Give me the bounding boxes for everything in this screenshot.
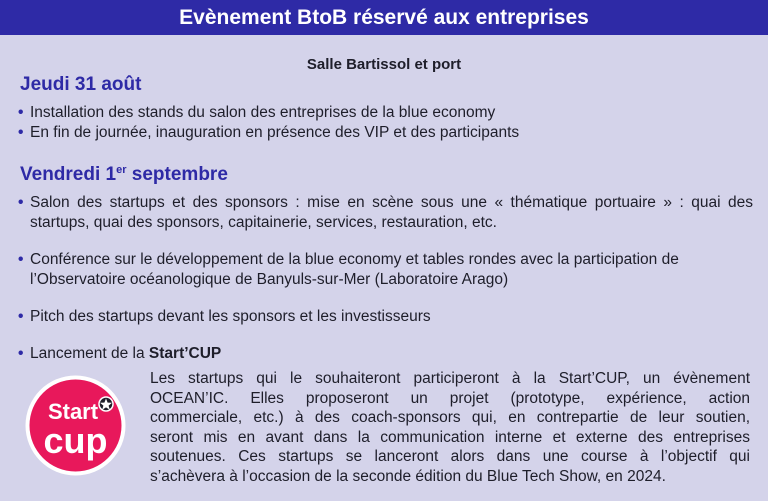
logo-text-cup: cup — [43, 420, 108, 461]
description-line: soutenues. Ces startups se lanceront alors dans une course à l’objectif qui — [150, 448, 750, 466]
startcup-logo-icon — [24, 374, 127, 477]
startcup-description — [150, 369, 750, 487]
bullet-icon: • — [18, 308, 24, 325]
banner-title: Evènement BtoB réservé aux entreprises — [179, 5, 589, 29]
day2-list — [18, 250, 753, 290]
list-item: • En fin de journée, inauguration en présence des VIP et des participants — [18, 124, 520, 141]
day2-list — [18, 344, 753, 364]
bullet-icon: • — [18, 194, 24, 211]
description-line: OCEAN’IC. Elles proposeront un projet (prototype, expérience, action — [150, 389, 750, 407]
venue-label: Salle Bartissol et port — [306, 56, 462, 73]
day2-list — [18, 307, 753, 327]
description-line: s’achèvera à l’occasion de la seconde édition du Blue Tech Show, en 2024. — [150, 467, 666, 485]
day2-heading: Vendredi 1er septembre — [20, 164, 228, 185]
day2-list — [18, 193, 753, 233]
bullet-icon: • — [18, 345, 24, 362]
description-line: commerciale, etc.) à des coach-sponsors qui, en contrepartie de leur soutien, — [150, 409, 750, 427]
list-item: • Installation des stands du salon des entreprises de la blue economy — [18, 104, 496, 121]
list-item: • Pitch des startups devant les sponsors et les investisseurs — [18, 308, 431, 325]
banner — [0, 0, 768, 35]
list-item: • Lancement de la Start’CUP — [18, 345, 222, 362]
description-line: Les startups qui le souhaiteront participeront à la Start’CUP, un évènement — [150, 370, 750, 387]
description-line: seront mis en avant dans la communication interne et externe des entreprises — [150, 428, 750, 446]
startcup-logo — [24, 374, 127, 477]
day1-list — [18, 103, 753, 143]
logo-text-start: Start — [47, 399, 99, 424]
bullet-icon: • — [18, 251, 24, 268]
bullet-icon: • — [18, 124, 24, 141]
day1-heading: Jeudi 31 août — [20, 74, 142, 95]
list-item: • Salon des startups et des sponsors : mise en scène sous une « thématique portuaire » : quai des startups, quai des sponsors, capitainerie, services, restauration, etc. — [18, 194, 753, 231]
list-item: • Conférence sur le développement de la blue economy et tables rondes avec la participation de l’Observatoire océanologique de Banyuls-sur-Mer (Laboratoire Arago) — [18, 251, 679, 288]
bullet-icon: • — [18, 104, 24, 121]
